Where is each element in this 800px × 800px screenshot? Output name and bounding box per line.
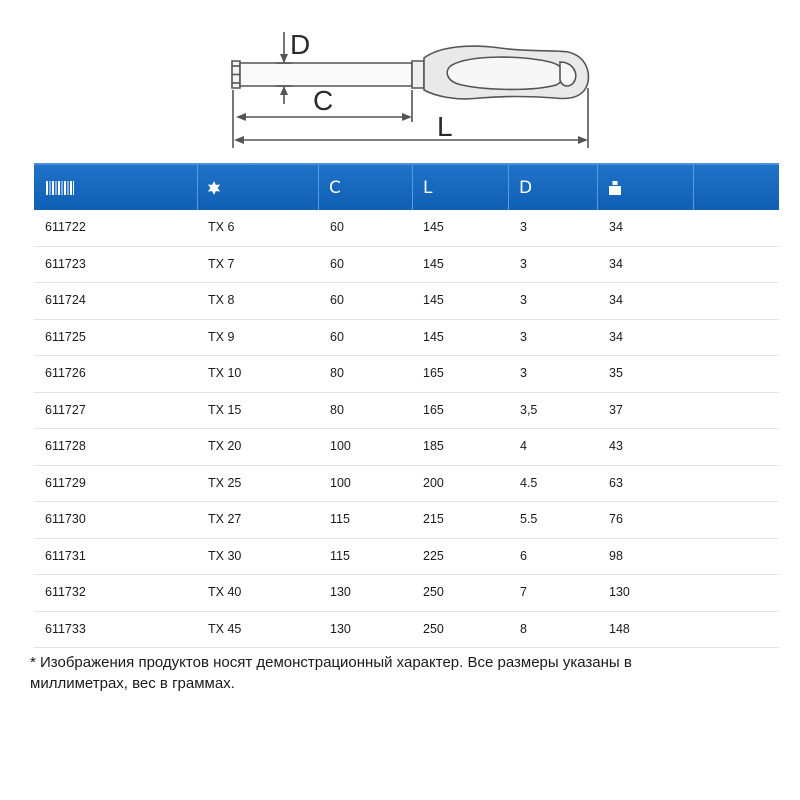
- weight-cell: 34: [609, 256, 623, 271]
- d-cell: 7: [520, 585, 527, 599]
- l-cell: 165: [423, 366, 444, 380]
- c-cell: 130: [330, 621, 351, 636]
- article-cell: 611732: [45, 585, 86, 599]
- d-cell: 3: [520, 256, 527, 271]
- table-row: [34, 575, 779, 612]
- size-cell: TX 7: [208, 256, 235, 271]
- article-cell: 611725: [45, 329, 86, 344]
- l-cell: 145: [423, 220, 444, 234]
- table-row: [34, 502, 779, 539]
- weight-cell: 63: [609, 475, 623, 490]
- c-cell: 60: [330, 329, 344, 344]
- l-cell: 145: [423, 293, 444, 307]
- weight-cell: 98: [609, 548, 623, 563]
- d-cell: 3,5: [520, 402, 538, 417]
- c-cell: 60: [330, 220, 344, 234]
- size-cell: TX 40: [208, 585, 242, 599]
- size-cell: TX 15: [208, 402, 242, 417]
- table-row: [34, 539, 779, 576]
- diagram-label-d: D: [290, 29, 311, 60]
- table-row: [34, 247, 779, 284]
- weight-cell: 37: [609, 402, 623, 417]
- table-row: [34, 356, 779, 393]
- d-cell: 3: [520, 366, 527, 380]
- table-row: [34, 320, 779, 357]
- weight-cell: 130: [609, 585, 630, 599]
- size-cell: TX 45: [208, 621, 242, 636]
- d-cell: 6: [520, 548, 527, 563]
- article-cell: 611724: [45, 293, 86, 307]
- header-d: [519, 165, 532, 210]
- d-cell: 5.5: [520, 512, 538, 526]
- l-cell: 145: [423, 329, 444, 344]
- size-cell: TX 6: [208, 220, 235, 234]
- l-cell: 145: [423, 256, 444, 271]
- l-cell: 200: [423, 475, 444, 490]
- c-cell: 100: [330, 439, 351, 453]
- weight-cell: 35: [609, 366, 623, 380]
- table-body: [34, 210, 779, 648]
- table-row: [34, 283, 779, 320]
- c-cell: 130: [330, 585, 351, 599]
- article-cell: 611726: [45, 366, 86, 380]
- article-cell: 611733: [45, 621, 86, 636]
- l-cell: 165: [423, 402, 444, 417]
- weight-icon: [608, 181, 622, 195]
- size-cell: TX 10: [208, 366, 242, 380]
- size-cell: TX 30: [208, 548, 242, 563]
- weight-cell: 76: [609, 512, 623, 526]
- header-size: [207, 165, 221, 210]
- d-cell: 4: [520, 439, 527, 453]
- article-cell: 611731: [45, 548, 86, 563]
- table-row: [34, 466, 779, 503]
- table-row: [34, 429, 779, 466]
- weight-cell: 34: [609, 329, 623, 344]
- torx-star-icon: [207, 181, 221, 195]
- table-row: [34, 393, 779, 430]
- article-cell: 611728: [45, 439, 86, 453]
- header-c: [329, 165, 341, 210]
- c-cell: 115: [330, 512, 350, 526]
- footnote: * Изображения продуктов носят демонстрационный характер. Все размеры указаны в миллиметрах, вес в граммах.: [30, 654, 632, 692]
- weight-cell: 34: [609, 220, 623, 234]
- l-cell: 250: [423, 621, 444, 636]
- header-c-label: C: [329, 177, 341, 198]
- header-l-label: L: [423, 177, 433, 198]
- header-d-label: D: [519, 177, 533, 198]
- size-cell: TX 9: [208, 329, 235, 344]
- article-cell: 611730: [45, 512, 86, 526]
- d-cell: 4.5: [520, 475, 538, 490]
- table-header: [34, 163, 779, 210]
- article-cell: 611729: [45, 475, 86, 490]
- diagram-label-c: C: [313, 85, 334, 116]
- d-cell: 3: [520, 220, 527, 234]
- c-cell: 60: [330, 293, 344, 307]
- weight-cell: 148: [609, 621, 630, 636]
- table-row: [34, 612, 779, 649]
- header-weight: [608, 165, 622, 210]
- size-cell: TX 27: [208, 512, 242, 526]
- d-cell: 3: [520, 293, 527, 307]
- c-cell: 115: [330, 548, 350, 563]
- d-cell: 3: [520, 329, 527, 344]
- header-l: [423, 165, 432, 210]
- article-cell: 611722: [45, 220, 86, 234]
- l-cell: 215: [423, 512, 444, 526]
- size-cell: TX 25: [208, 475, 242, 490]
- l-cell: 185: [423, 439, 444, 453]
- article-cell: 611727: [45, 402, 86, 417]
- c-cell: 80: [330, 402, 344, 417]
- weight-cell: 43: [609, 439, 623, 453]
- size-cell: TX 8: [208, 293, 235, 307]
- spec-table: [34, 163, 779, 648]
- d-cell: 8: [520, 621, 527, 636]
- c-cell: 60: [330, 256, 344, 271]
- screwdriver-dimension-diagram: [0, 0, 800, 160]
- l-cell: 250: [423, 585, 444, 599]
- size-cell: TX 20: [208, 439, 242, 453]
- c-cell: 80: [330, 366, 344, 380]
- c-cell: 100: [330, 475, 351, 490]
- l-cell: 225: [423, 548, 444, 563]
- table-row: [34, 210, 779, 247]
- diagram-label-l: L: [437, 111, 453, 142]
- header-article: [46, 165, 74, 210]
- barcode-icon: [46, 181, 74, 195]
- article-cell: 611723: [45, 256, 86, 271]
- weight-cell: 34: [609, 293, 623, 307]
